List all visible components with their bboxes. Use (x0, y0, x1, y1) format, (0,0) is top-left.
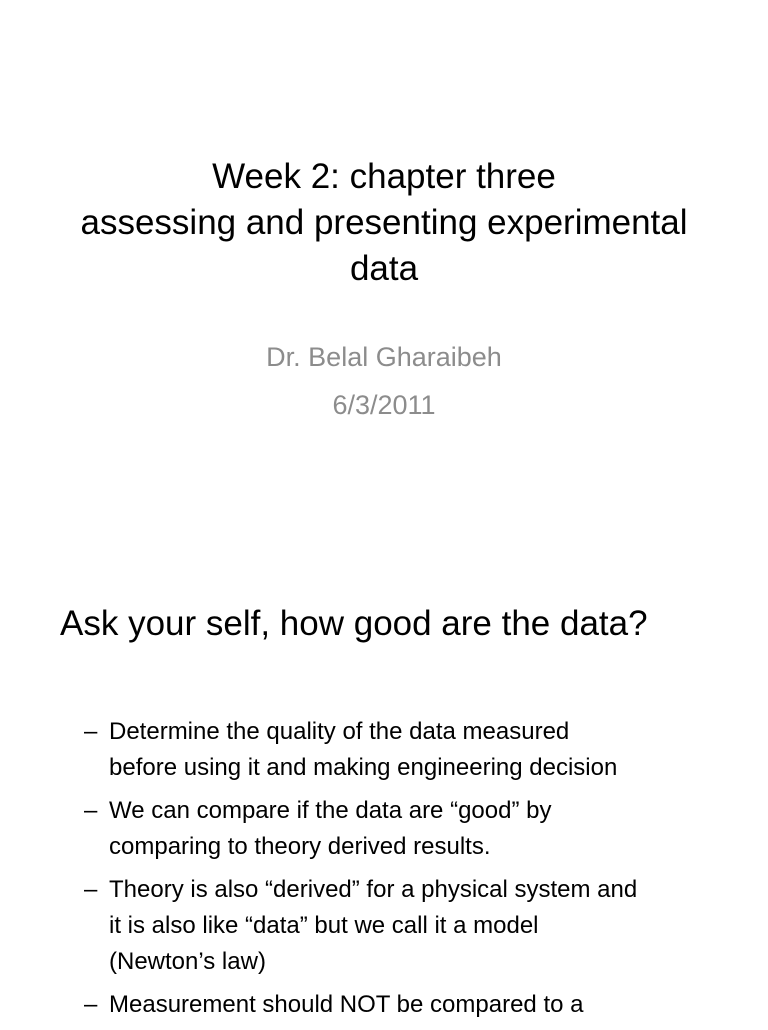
title-line: Week 2: chapter three (212, 157, 556, 196)
bullet-line: Theory is also “derived” for a physical system and (109, 876, 638, 903)
slide-subtitle (30, 333, 738, 429)
bullet-line: Measurement should NOT be compared to a (109, 991, 584, 1018)
author-name: Dr. Belal Gharaibeh (266, 342, 502, 372)
bullet-item (84, 987, 724, 1023)
bullet-line: it is also like “data” but we call it a model (109, 912, 539, 939)
bullet-list (84, 714, 724, 1030)
bullet-line: before using it and making engineering decision (109, 754, 618, 781)
dash-bullet-icon: – (84, 991, 98, 1018)
bullet-item (84, 793, 724, 865)
bullet-line: comparing to theory derived results. (109, 833, 491, 860)
bullet-line: We can compare if the data are “good” by (109, 797, 552, 824)
content-slide (0, 548, 768, 1024)
slide-title (30, 154, 738, 292)
presentation-date: 6/3/2011 (332, 390, 436, 420)
dash-bullet-icon: – (84, 797, 98, 824)
bullet-item (84, 714, 724, 786)
bullet-line: (Newton’s law) (109, 948, 266, 975)
dash-bullet-icon: – (84, 876, 98, 903)
title-line: data (349, 249, 419, 288)
bullet-item (84, 872, 724, 980)
content-slide-title: Ask your self, how good are the data? (60, 604, 648, 643)
dash-bullet-icon: – (84, 718, 98, 745)
title-line: assessing and presenting experimental (80, 203, 688, 242)
bullet-line: Determine the quality of the data measured (109, 718, 570, 745)
